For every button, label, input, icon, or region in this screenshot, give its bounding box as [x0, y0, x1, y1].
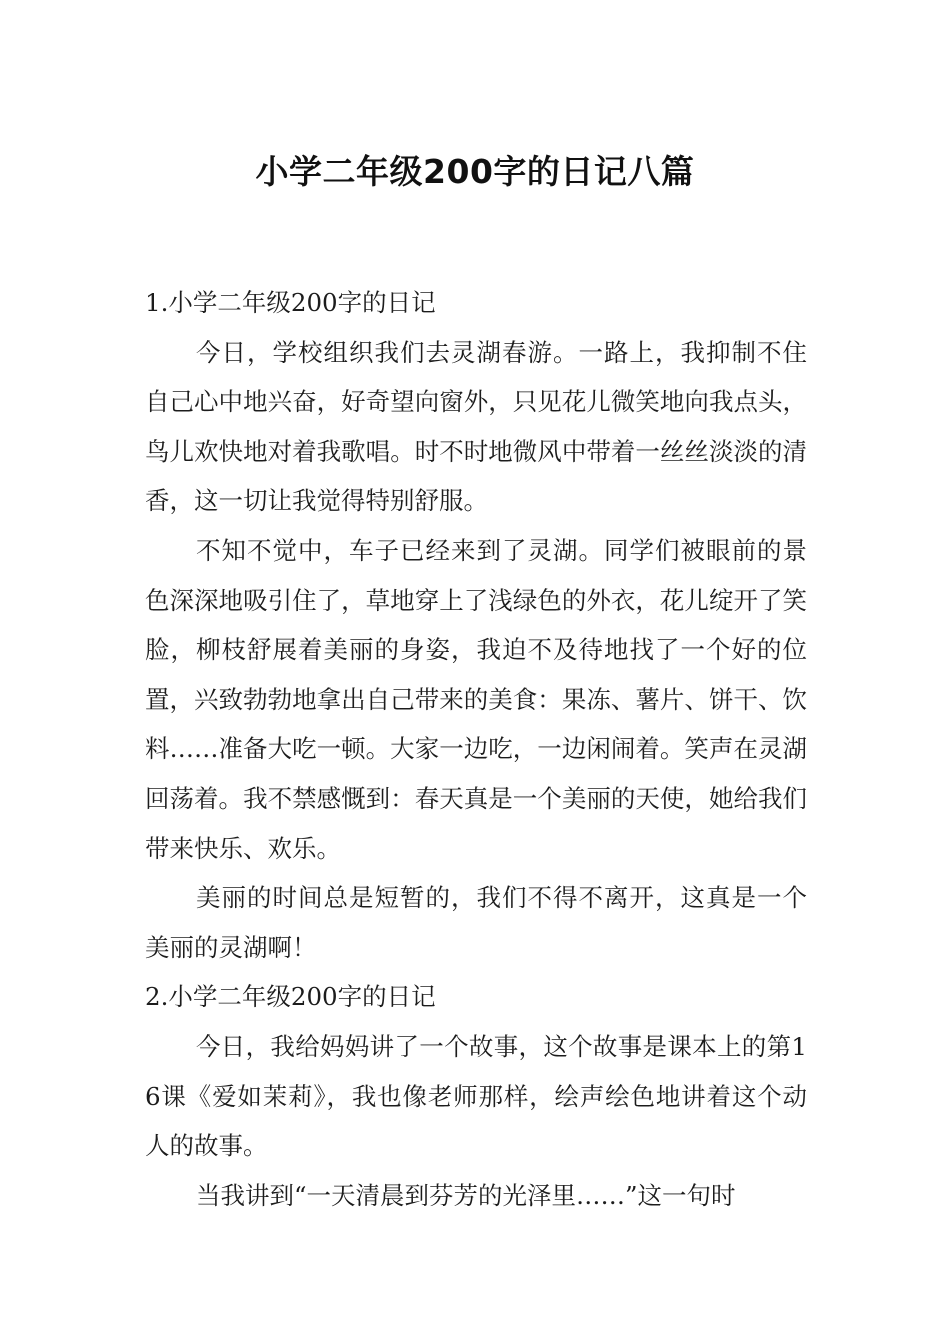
document-title: 小学二年级200字的日记八篇	[255, 152, 695, 192]
paragraph: 美丽的时间总是短暂的，我们不得不离开，这真是一个美丽的灵湖啊！	[145, 883, 807, 962]
diary-section-1	[145, 278, 807, 972]
paragraph: 不知不觉中，车子已经来到了灵湖。同学们被眼前的景色深深地吸引住了，草地穿上了浅绿色的外衣，花儿绽开了笑脸，柳枝舒展着美丽的身姿，我迫不及待地找了一个好的位置，兴致勃勃地拿出自己带来的美食：果冻、薯片、饼干、饮料……准备大吃一顿。大家一边吃，一边闲闹着。笑声在灵湖回荡着。我不禁感慨到：春天真是一个美丽的天使，她给我们带来快乐、欢乐。	[145, 535, 807, 863]
paragraph: 当我讲到“一天清晨到芬芳的光泽里……”这一句时	[196, 1180, 736, 1210]
diary-section-2	[145, 972, 807, 1220]
paragraph: 今日，我给妈妈讲了一个故事，这个故事是课本上的第16课《爱如茉莉》，我也像老师那样，绘声绘色地讲着这个动人的故事。	[145, 1031, 807, 1161]
document-body	[145, 278, 807, 1220]
section-heading: 1.小学二年级200字的日记	[145, 288, 436, 317]
section-heading: 2.小学二年级200字的日记	[145, 982, 436, 1012]
paragraph: 今日，学校组织我们去灵湖春游。一路上，我抑制不住自己心中地兴奋，好奇望向窗外，只见花儿微笑地向我点头，鸟儿欢快地对着我歌唱。时不时地微风中带着一丝丝淡淡的清香，这一切让我觉得特别舒服。	[145, 337, 807, 516]
